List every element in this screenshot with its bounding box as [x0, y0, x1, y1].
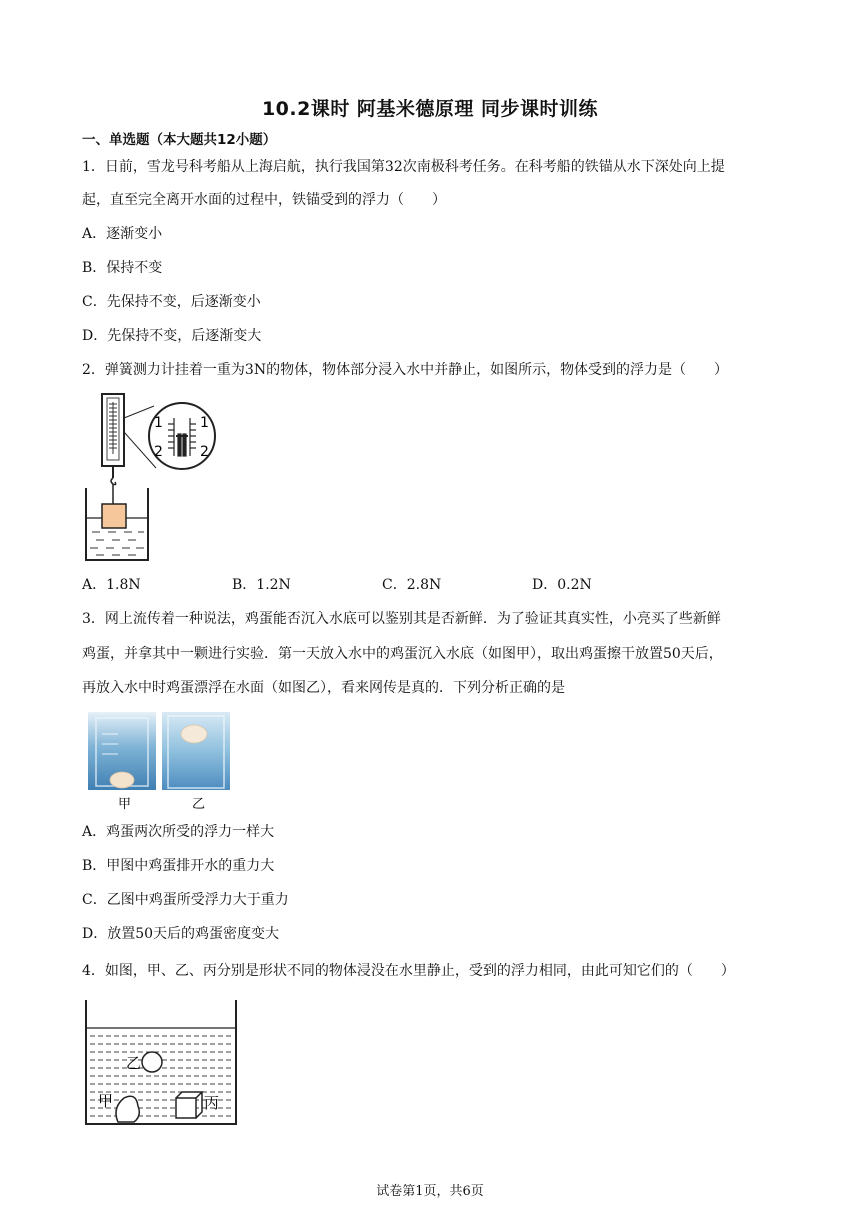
q1-stem-line2: 起，直至完全离开水面的过程中，铁锚受到的浮力（ ）: [82, 192, 446, 208]
q4-stem: 4．如图，甲、乙、丙分别是形状不同的物体浸没在水里静止，受到的浮力相同，由此可知它们的（ ）: [82, 963, 735, 979]
q2-option-c[interactable]: C．2.8N: [382, 577, 442, 593]
q2-option-d[interactable]: D．0.2N: [532, 577, 592, 593]
cube-object: [176, 1098, 196, 1118]
q3-stem-line3: 再放入水中时鸡蛋漂浮在水面（如图乙），看来网传是真的．下列分析正确的是: [82, 680, 565, 696]
scale-label-2-left: 2: [154, 444, 163, 460]
orange-block: [102, 504, 126, 528]
scale-label-1-left: 1: [154, 415, 163, 431]
scale-label-2-right: 2: [200, 444, 209, 460]
q3-option-b[interactable]: B．甲图中鸡蛋排开水的重力大: [82, 858, 275, 874]
q1-option-b[interactable]: B．保持不变: [82, 260, 163, 276]
q3-stem-line1: 3．网上流传着一种说法，鸡蛋能否沉入水底可以鉴别其是否新鲜．为了验证其真实性，小亮买了些新鲜: [82, 611, 721, 627]
page-footer: 试卷第1页，共6页: [376, 1184, 484, 1199]
q1-option-a[interactable]: A．逐渐变小: [82, 226, 163, 242]
egg-experiment-photos: [88, 712, 230, 812]
q2-stem: 2．弹簧测力计挂着一重为3N的物体，物体部分浸入水中并静止，如图所示，物体受到的浮力是（ ）: [82, 362, 729, 378]
q3-option-a[interactable]: A．鸡蛋两次所受的浮力一样大: [82, 824, 275, 840]
page-title: 10.2课时 阿基米德原理 同步课时训练: [261, 98, 599, 120]
q1-option-d[interactable]: D．先保持不变，后逐渐变大: [82, 328, 262, 344]
submerged-objects-figure: [82, 996, 242, 1128]
section-heading: 一、单选题（本大题共12小题）: [82, 132, 277, 148]
label-bing: 丙: [204, 1094, 220, 1112]
q2-option-b[interactable]: B．1.2N: [232, 577, 291, 593]
spring-scale-figure: [82, 392, 222, 564]
sphere-object: [142, 1052, 162, 1072]
q2-option-a[interactable]: A．1.8N: [82, 577, 141, 593]
q3-stem-line2: 鸡蛋，并拿其中一颗进行实验．第一天放入水中的鸡蛋沉入水底（如图甲），取出鸡蛋擦干放置50天后，: [82, 646, 723, 662]
photo-label-yi: 乙: [192, 797, 206, 812]
q1-option-c[interactable]: C．先保持不变，后逐渐变小: [82, 294, 261, 310]
q3-option-d[interactable]: D．放置50天后的鸡蛋密度变大: [82, 926, 280, 942]
photo-label-jia: 甲: [118, 797, 132, 812]
label-jia: 甲: [98, 1092, 114, 1110]
scale-label-1-right: 1: [200, 415, 209, 431]
q3-option-c[interactable]: C．乙图中鸡蛋所受浮力大于重力: [82, 892, 289, 908]
photo-floating-egg: [162, 712, 230, 790]
q1-stem-line1: 1．日前，雪龙号科考船从上海启航，执行我国第32次南极科考任务。在科考船的铁锚从水下深处向上提: [82, 159, 725, 175]
irregular-object: [116, 1096, 139, 1122]
label-yi: 乙: [126, 1054, 142, 1072]
